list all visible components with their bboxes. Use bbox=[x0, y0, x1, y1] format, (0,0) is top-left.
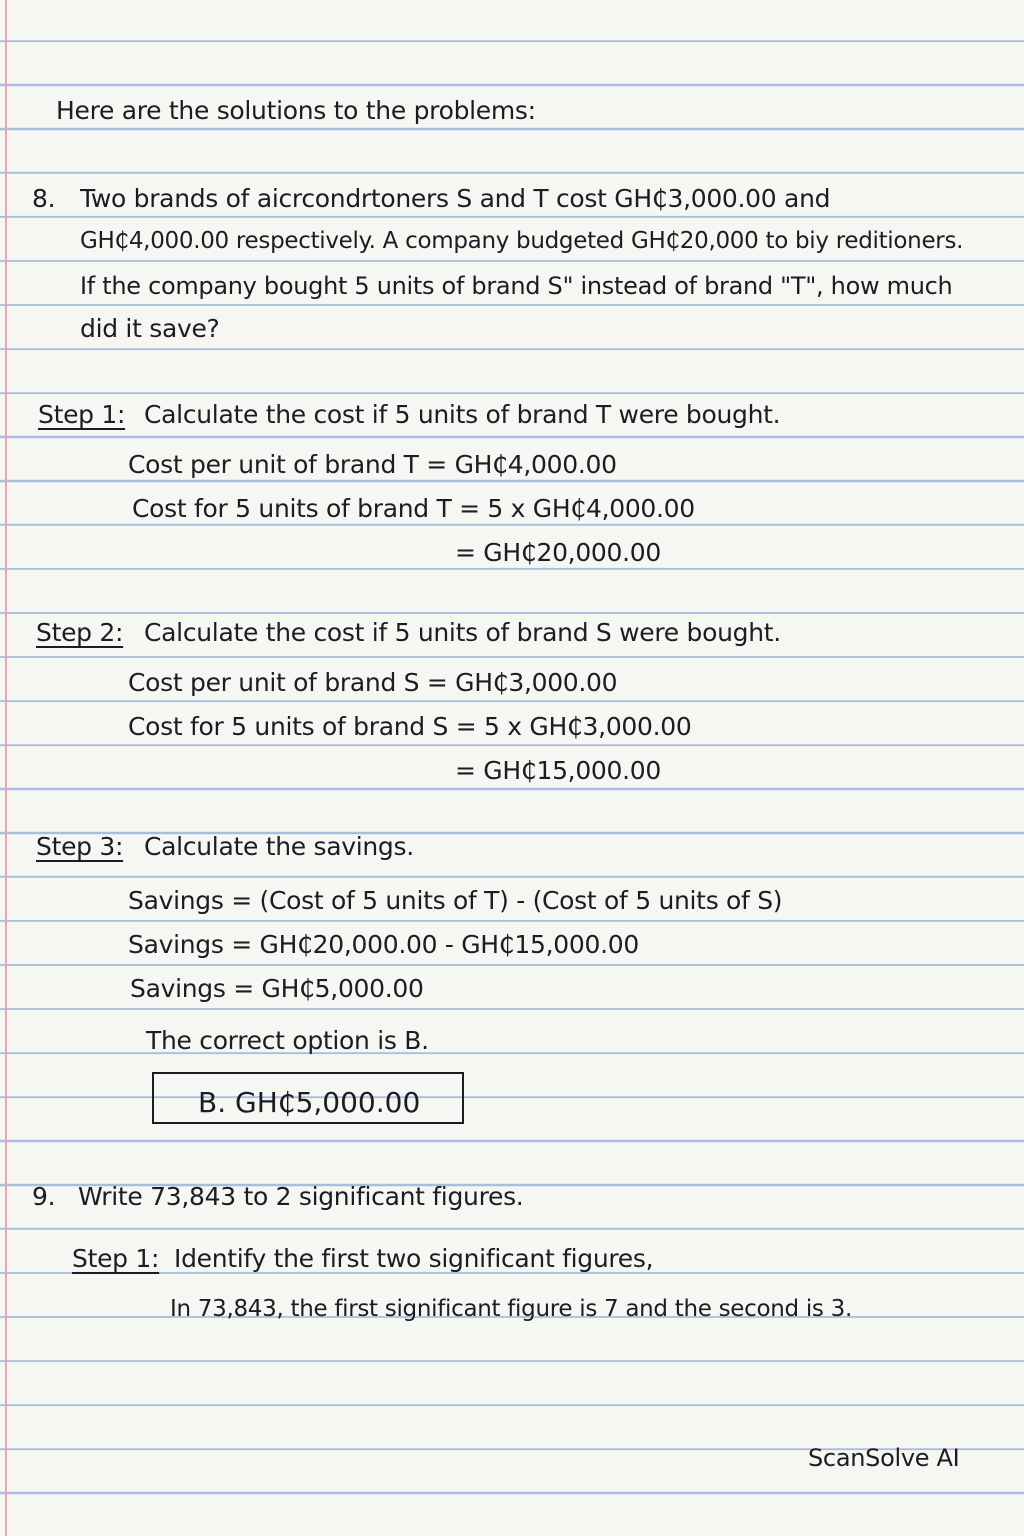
margin-line bbox=[5, 0, 7, 1536]
q8-number: 8. bbox=[32, 184, 56, 213]
q8-step1-line2: Cost for 5 units of brand T = 5 x GH₵4,000.00 bbox=[132, 494, 695, 523]
q8-step3-line3: Savings = GH₵5,000.00 bbox=[130, 974, 424, 1003]
q8-step2-line3: = GH₵15,000.00 bbox=[455, 756, 662, 785]
q9-number: 9. bbox=[32, 1182, 56, 1211]
q9-step1-line1: In 73,843, the first significant figure is 7 and the second is 3. bbox=[170, 1296, 852, 1322]
q8-step1-line3: = GH₵20,000.00 bbox=[455, 538, 662, 567]
q8-step3-label: Step 3: bbox=[36, 832, 124, 861]
q8-step1-line1: Cost per unit of brand T = GH₵4,000.00 bbox=[128, 450, 617, 479]
q9-step1-label: Step 1: bbox=[72, 1244, 160, 1273]
q8-step1-title: Calculate the cost if 5 units of brand T were bought. bbox=[144, 400, 781, 429]
answer-text: B. GH₵5,000.00 bbox=[198, 1086, 421, 1119]
q9-step1-title: Identify the first two significant figures, bbox=[174, 1244, 654, 1273]
q8-step2-line1: Cost per unit of brand S = GH₵3,000.00 bbox=[128, 668, 618, 697]
q8-step2-line2: Cost for 5 units of brand S = 5 x GH₵3,000.00 bbox=[128, 712, 692, 741]
q8-step3-title: Calculate the savings. bbox=[144, 832, 414, 861]
q8-line-1: Two brands of aicrcondrtoners S and T cost GH₵3,000.00 and bbox=[80, 184, 831, 213]
q8-step1-label: Step 1: bbox=[38, 400, 126, 429]
footer-brand: ScanSolve AI bbox=[808, 1444, 960, 1472]
q8-line-3: If the company bought 5 units of brand S" instead of brand "T", how much bbox=[80, 272, 953, 300]
q9-question: Write 73,843 to 2 significant figures. bbox=[78, 1182, 524, 1211]
q8-step3-line1: Savings = (Cost of 5 units of T) - (Cost of 5 units of S) bbox=[128, 886, 783, 915]
q8-step3-line2: Savings = GH₵20,000.00 - GH₵15,000.00 bbox=[128, 930, 639, 959]
q8-line-2: GH₵4,000.00 respectively. A company budgeted GH₵20,000 to biy reditioners. bbox=[80, 228, 964, 254]
q8-conclusion: The correct option is B. bbox=[146, 1026, 429, 1055]
intro-text: Here are the solutions to the problems: bbox=[56, 96, 536, 125]
q8-line-4: did it save? bbox=[80, 314, 220, 343]
q8-step2-title: Calculate the cost if 5 units of brand S were bought. bbox=[144, 618, 781, 647]
answer-box bbox=[152, 1072, 464, 1124]
q8-step2-label: Step 2: bbox=[36, 618, 124, 647]
